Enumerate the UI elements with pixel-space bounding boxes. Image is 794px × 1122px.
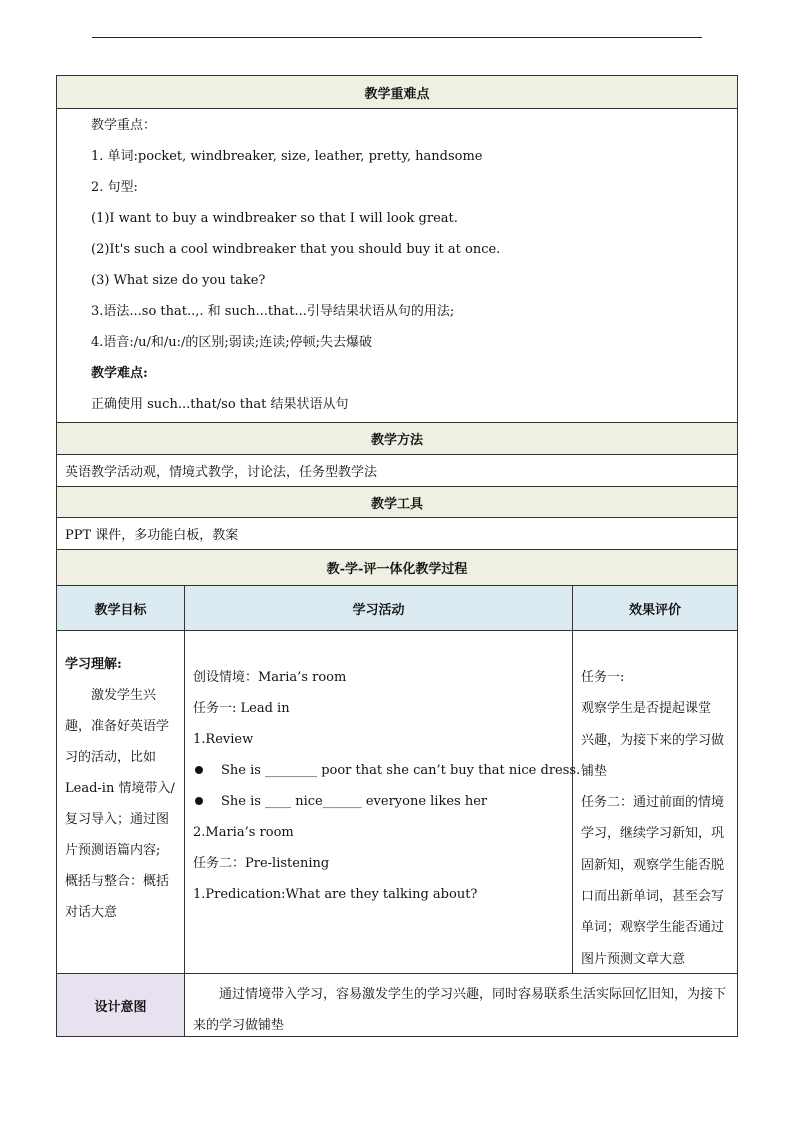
design-intent-label: 设计意图	[57, 974, 185, 1036]
activity-line: 任务一: Lead in	[193, 701, 290, 716]
goal-line: 概括与整合：概括	[65, 874, 170, 889]
eval-line: 兴趣，为接下来的学习做	[581, 732, 725, 748]
design-intent-row	[57, 974, 737, 1036]
evaluation-cell	[573, 631, 737, 973]
difficulty-text: 正确使用 such...that/so that 结果状语从句	[91, 397, 349, 412]
lesson-plan-table	[56, 75, 738, 1037]
column-header-goal: 教学目标	[57, 586, 185, 630]
focus-label: 教学重点：	[91, 118, 157, 133]
goal-cell	[57, 631, 185, 973]
process-header: 教-学-评一体化教学过程	[57, 550, 737, 586]
eval-line: 固新知，观察学生能否脱	[581, 857, 725, 873]
focus-line: 2. 句型:	[91, 180, 138, 195]
eval-line: 口而出新单词，甚至会写	[581, 889, 725, 905]
process-column-headers	[57, 586, 737, 631]
methods-header: 教学方法	[57, 423, 737, 455]
eval-line: 观察学生是否提起课堂	[581, 701, 712, 717]
goal-line: Lead-in 情境带入/	[65, 781, 175, 796]
eval-line: 任务二：通过前面的情境	[581, 795, 725, 811]
process-row	[57, 631, 737, 974]
design-intent-text	[185, 974, 737, 1036]
page-header-rule	[92, 37, 702, 38]
activity-line: 2.Maria’s room	[193, 825, 294, 840]
goal-line: 趣，准备好英语学	[65, 719, 170, 734]
goal-line: 复习导入；通过图	[65, 812, 170, 827]
goal-line: 对话大意	[65, 905, 118, 920]
focus-line: (2)It's such a cool windbreaker that you should buy it at once.	[91, 242, 501, 257]
eval-line: 任务一:	[581, 670, 625, 685]
bullet-icon	[195, 766, 203, 774]
focus-line: 4.语音:/u/和/u:/的区别;弱读;连读;停顿;失去爆破	[91, 335, 372, 350]
focus-line: (3) What size do you take?	[91, 273, 266, 288]
focus-line: 3.语法...so that..,. 和 such...that...引导结果状语从句的用法;	[91, 304, 455, 319]
eval-line: 单词；观察学生能否通过	[581, 920, 725, 936]
activity-line: 1.Predication:What are they talking about?	[193, 887, 478, 902]
tools-text: PPT 课件，多功能白板，教案	[57, 518, 737, 550]
eval-line: 图片预测文章大意	[581, 951, 686, 967]
methods-text: 英语教学活动观，情境式教学，讨论法，任务型教学法	[57, 455, 737, 487]
bullet-icon	[195, 797, 203, 805]
activity-cell	[185, 631, 581, 973]
focus-line: (1)I want to buy a windbreaker so that I will look great.	[91, 211, 458, 226]
key-points-header: 教学重难点	[57, 76, 737, 109]
column-header-activity: 学习活动	[185, 586, 573, 630]
bullet-text: She is ____ nice______ everyone likes her	[221, 794, 488, 809]
bullet-text: She is ________ poor that she can’t buy that nice dress.	[221, 763, 581, 778]
eval-line: 铺垫	[581, 763, 608, 779]
focus-line: 1. 单词:pocket, windbreaker, size, leather, pretty, handsome	[91, 149, 483, 164]
eval-line: 学习，继续学习新知，巩	[581, 826, 725, 842]
key-points-body	[57, 109, 737, 423]
column-header-evaluation: 效果评价	[573, 586, 737, 630]
activity-line: 任务二：Pre-listening	[193, 856, 330, 871]
activity-line: 1.Review	[193, 732, 254, 747]
activity-bullet-item	[193, 786, 572, 817]
activity-line: 创设情境：Maria’s room	[193, 670, 347, 685]
goal-line: 习的活动，比如	[65, 750, 157, 765]
tools-header: 教学工具	[57, 487, 737, 518]
goal-label: 学习理解:	[65, 657, 122, 672]
activity-bullet-item	[193, 755, 581, 786]
goal-line: 激发学生兴	[91, 688, 157, 703]
design-intent-paragraph: 通过情境带入学习，容易激发学生的学习兴趣，同时容易联系生活实际回忆旧知，为接下来的学习做铺垫	[193, 987, 727, 1033]
difficulty-label: 教学难点:	[91, 366, 148, 381]
goal-line: 片预测语篇内容;	[65, 843, 161, 858]
